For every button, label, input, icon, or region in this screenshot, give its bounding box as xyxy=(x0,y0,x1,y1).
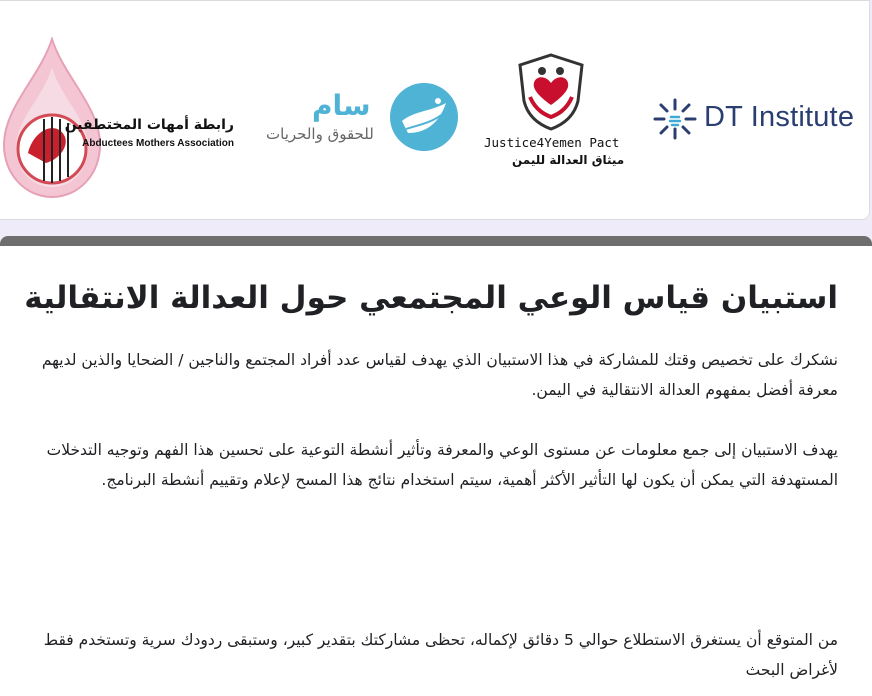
sam-logo xyxy=(262,79,462,159)
mothers-english-name: Abductees Mothers Association xyxy=(82,138,234,149)
dt-institute-logo xyxy=(652,97,864,141)
justice-shield-icon xyxy=(516,53,586,131)
form-description-card xyxy=(0,236,872,696)
form-description-paragraph: يهدف الاستبيان إلى جمع معلومات عن مستوى الوعي والمعرفة وتأثير أنشطة التوعية على تحسين هذا الفهم وتوجيه التدخلات المستهدفة التي يمكن أن يكون لها التأثير الأكثر أهمية، سيتم استخدام نتائج هذا المسح لإعلام وتقييم أنشطة البرنامج. xyxy=(46,441,838,489)
form-title: استبيان قياس الوعي المجتمعي حول العدالة الانتقالية xyxy=(24,280,838,316)
form-description-paragraph: نشكرك على تخصيص وقتك للمشاركة في هذا الاستبيان الذي يهدف لقياس عدد أفراد المجتمع والناجين / الضحايا والذين لديهم معرفة أفضل بمفهوم العدالة الانتقالية في اليمن. xyxy=(41,351,838,399)
dt-starburst-icon xyxy=(652,97,698,141)
header-image-card xyxy=(0,0,870,220)
abductees-mothers-logo xyxy=(0,37,240,199)
sam-arabic-name: سام xyxy=(312,89,371,122)
sam-dove-icon xyxy=(388,81,460,153)
dt-institute-name: DT Institute xyxy=(704,101,855,133)
sam-arabic-subtitle: للحقوق والحريات xyxy=(266,125,374,143)
justice4yemen-logo xyxy=(482,53,625,173)
justice-arabic-name: ميثاق العدالة لليمن xyxy=(512,153,625,167)
mothers-arabic-name: رابطة أمهات المختطفين xyxy=(64,117,234,133)
justice-english-name: Justice4Yemen Pact xyxy=(484,135,620,150)
form-description-paragraph: من المتوقع أن يستغرق الاستطلاع حوالي 5 دقائق لإكماله، تحظى مشاركتك بتقدير كبير، وستبقى ردودك سرية وتستخدم فقط لأغراض البحث xyxy=(43,631,838,679)
